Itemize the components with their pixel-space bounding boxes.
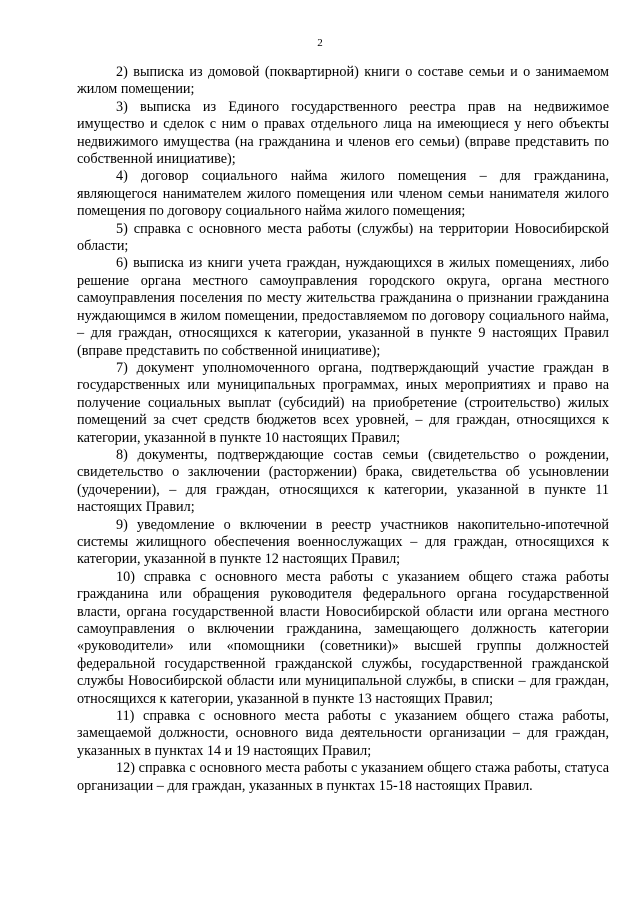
paragraph-item-8: 8) документы, подтверждающие состав семьи (свидетельство о рождении, свидетельство о заключении (расторжении) брака, свидетельства об усыновлении (удочерении), – для граждан, относящихся к категории, указанной в пункте 11 настоящих Правил; bbox=[77, 446, 609, 516]
paragraph-item-2: 2) выписка из домовой (поквартирной) книги о составе семьи и о занимаемом жилом помещении; bbox=[77, 64, 609, 98]
page-number: 2 bbox=[317, 37, 323, 49]
paragraph-item-5: 5) справка с основного места работы (службы) на территории Новосибирской области; bbox=[77, 220, 609, 255]
paragraph-item-6: 6) выписка из книги учета граждан, нуждающихся в жилых помещениях, либо решение органа местного самоуправления городского округа, органа местного самоуправления поселения по месту жительства гражданина о признании гражданина нуждающимся в жилом помещении, предоставляемом по договору социального найма, – для граждан, относящихся к категории, указанной в пункте 9 настоящих Правил (вправе представить по собственной инициативе); bbox=[77, 255, 609, 359]
paragraph-item-10: 10) справка с основного места работы с указанием общего стажа работы гражданина или обращения руководителя федерального органа государственной власти, органа государственной власти Новосибирской области или органа местного самоуправления о включении гражданина, замещающего должность категории «руководители» или «помощники (советники)» высшей группы должностей федеральной государственной гражданской службы, государственной гражданской службы Новосибирской области или муниципальной службы, в списки – для граждан, относящихся к категории, указанной в пункте 13 настоящих Правил; bbox=[77, 568, 609, 707]
paragraph-item-7: 7) документ уполномоченного органа, подтверждающий участие граждан в государственных или муниципальных программах, иных мероприятиях и право на получение социальных выплат (субсидий) на приобретение (строительство) жилых помещений за счет средств бюджетов всех уровней, – для граждан, относящихся к категории, указанной в пункте 10 настоящих Правил; bbox=[77, 359, 609, 446]
paragraph-item-11: 11) справка с основного места работы с указанием общего стажа работы, замещаемой должности, основного вида деятельности организации – для граждан, указанных в пунктах 14 и 19 настоящих Правил; bbox=[77, 708, 609, 759]
document-body bbox=[77, 64, 609, 795]
paragraph-item-4: 4) договор социального найма жилого помещения – для гражданина, являющегося нанимателем жилого помещения или членом семьи нанимателя жилого помещения по договору социального найма жилого помещения; bbox=[77, 168, 609, 220]
paragraph-item-12: 12) справка с основного места работы с указанием общего стажа работы, статуса организации – для граждан, указанных в пунктах 15-18 настоящих Правил. bbox=[77, 760, 609, 794]
paragraph-item-9: 9) уведомление о включении в реестр участников накопительно-ипотечной системы жилищного обеспечения военнослужащих – для граждан, относящихся к категории, указанной в пункте 12 настоящих Правил; bbox=[77, 516, 609, 568]
paragraph-item-3: 3) выписка из Единого государственного реестра прав на недвижимое имущество и сделок с ним о правах отдельного лица на имеющиеся у него объекты недвижимого имущества (на гражданина и членов его семьи) (вправе представить по собственной инициативе); bbox=[77, 98, 609, 168]
